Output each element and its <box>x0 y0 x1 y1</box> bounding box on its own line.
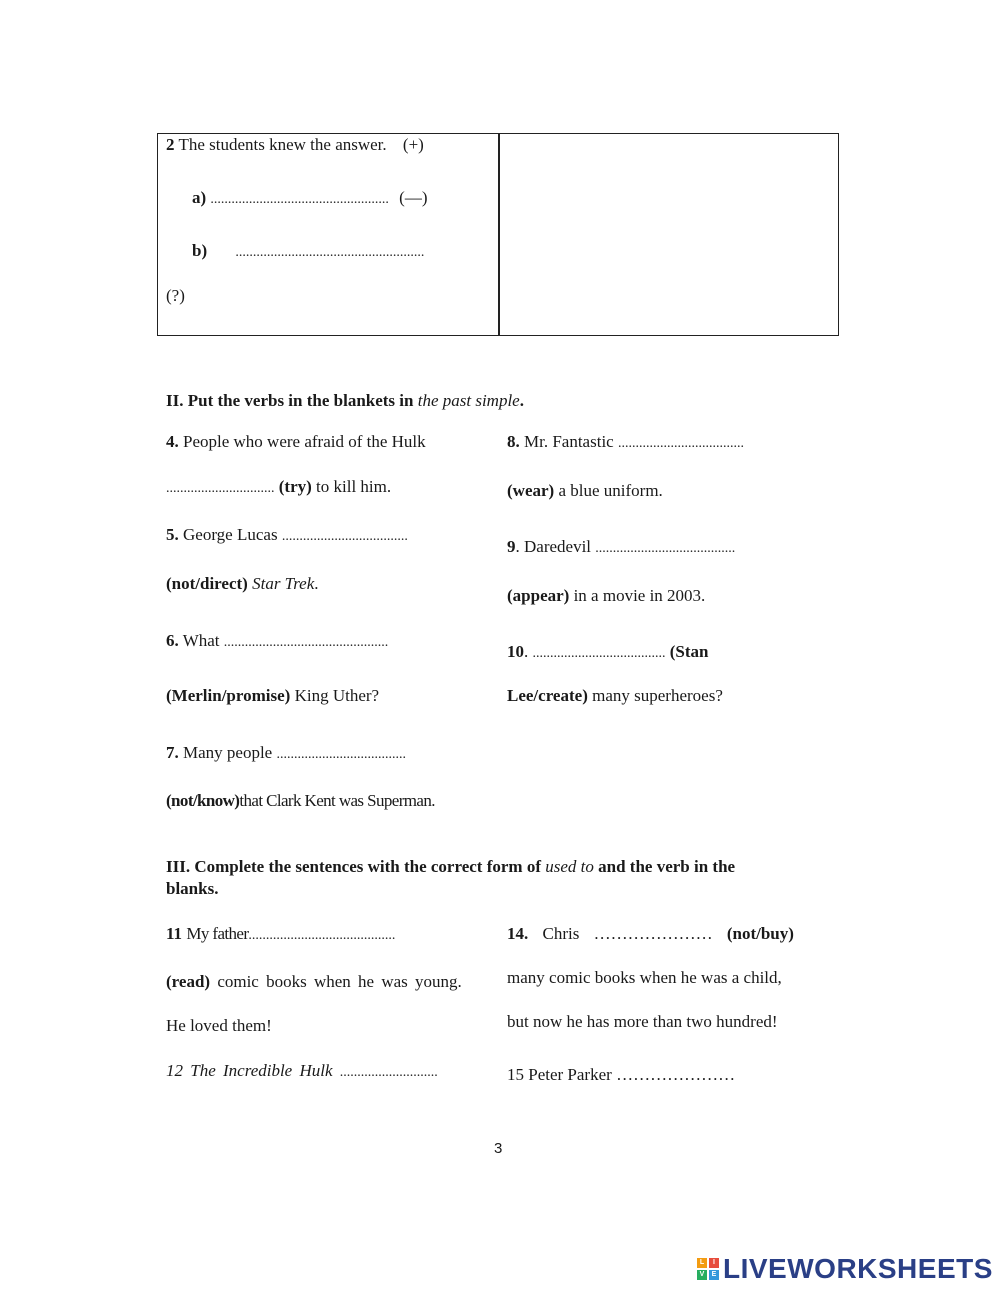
item-text: Mr. Fantastic <box>524 432 614 451</box>
item-text: . <box>524 642 529 661</box>
item-number: 4. <box>166 432 179 451</box>
item-text: in a movie in 2003. <box>573 586 706 605</box>
logo-text: LIVEWORKSHEETS <box>723 1253 993 1284</box>
heading-bold: and the verb in the <box>598 857 736 876</box>
item-number: 11 <box>166 924 183 943</box>
sign-question: (?) <box>166 286 185 305</box>
section-3-heading-line1 <box>166 857 735 877</box>
item-number: 7. <box>166 743 179 762</box>
item-text: My father <box>186 924 249 943</box>
item-10-line2 <box>507 686 723 706</box>
verb-hint: (not/know) <box>166 791 240 810</box>
answer-blank-8[interactable]: .................................... <box>617 436 744 451</box>
section-2-heading <box>166 391 524 411</box>
verb-hint: (not/direct) <box>166 574 248 593</box>
logo-block: L <box>697 1258 707 1268</box>
item-text: People who were afraid of the Hulk <box>183 432 426 451</box>
answer-blank-a[interactable]: ................................................... <box>210 192 389 207</box>
answer-blank-7[interactable]: ..................................... <box>276 747 406 762</box>
item-text: to kill him. <box>316 477 392 496</box>
answer-blank-15[interactable]: ………………… <box>616 1065 736 1084</box>
item-11-line2 <box>166 972 462 992</box>
item-10-line1 <box>507 642 708 662</box>
item-14-line3: but now he has more than two hundred! <box>507 1012 778 1031</box>
table-line-a <box>192 188 428 208</box>
sign-negative: (—) <box>399 188 428 207</box>
item-text: . <box>314 574 319 593</box>
answer-blank-4[interactable]: ............................... <box>166 481 275 496</box>
logo-block: I <box>709 1258 719 1268</box>
item-text: that Clark Kent was Superman. <box>239 791 435 810</box>
verb-hint: (appear) <box>507 586 570 605</box>
heading-italic: used to <box>545 857 594 876</box>
item-15-line1 <box>507 1065 735 1085</box>
verb-hint: (Merlin/promise) <box>166 686 291 705</box>
item-text: The Incredible Hulk <box>190 1061 333 1080</box>
line-a-label: a) <box>192 188 207 207</box>
item-number: 14. <box>507 924 529 943</box>
item-5-line2 <box>166 574 319 594</box>
verb-hint: (read) <box>166 972 211 991</box>
answer-blank-10[interactable]: ...................................... <box>532 646 666 661</box>
item-9-line2 <box>507 586 705 606</box>
item-text: George Lucas <box>183 525 278 544</box>
logo-block: V <box>697 1270 707 1280</box>
item-text: . Daredevil <box>515 537 592 556</box>
sign-positive: (+) <box>402 135 424 154</box>
line-b-label: b) <box>192 241 208 260</box>
item-6-line2 <box>166 686 379 706</box>
item-4-line1 <box>166 432 426 452</box>
liveworksheets-logo[interactable] <box>697 1254 993 1284</box>
page-number: 3 <box>494 1140 503 1157</box>
item-text: Many people <box>183 743 273 762</box>
answer-blank-14[interactable]: ………………… <box>593 924 713 943</box>
logo-block: E <box>709 1270 719 1280</box>
verb-hint: (not/buy) <box>726 924 794 943</box>
item-number: 15 <box>507 1065 524 1084</box>
item-7-line1 <box>166 743 406 763</box>
item-title: Star Trek <box>252 574 315 593</box>
item-8-line2 <box>507 481 663 501</box>
item-text: a blue uniform. <box>558 481 663 500</box>
heading-bold: III. Complete the sentences with the correct form of <box>166 857 541 876</box>
item-6-line1 <box>166 631 388 651</box>
item-14-line1 <box>507 924 794 944</box>
item-text: Chris <box>542 924 580 943</box>
item-9-line1 <box>507 537 735 557</box>
answer-blank-b[interactable]: ...................................................... <box>235 245 425 260</box>
table-item-2 <box>166 135 424 155</box>
verb-hint: (try) <box>278 477 312 496</box>
heading-end: . <box>519 391 524 410</box>
item-text: Peter Parker <box>528 1065 612 1084</box>
answer-blank-5[interactable]: .................................... <box>281 529 408 544</box>
item-number: 9 <box>507 537 516 556</box>
item-12-line1 <box>166 1061 438 1081</box>
verb-hint: (wear) <box>507 481 555 500</box>
table-divider <box>498 133 500 336</box>
answer-blank-9[interactable]: ........................................ <box>595 541 736 556</box>
item-number: 8. <box>507 432 520 451</box>
section-3-heading-line2: blanks. <box>166 879 219 898</box>
item-number: 5. <box>166 525 179 544</box>
item-text: many superheroes? <box>592 686 723 705</box>
verb-hint: (Stan <box>669 642 709 661</box>
item-7-line2 <box>166 791 435 811</box>
item-11-line1 <box>166 924 395 944</box>
item-4-line2 <box>166 477 391 497</box>
answer-blank-11[interactable]: .......................................... <box>248 928 396 943</box>
item-14-line2: many comic books when he was a child, <box>507 968 782 987</box>
heading-italic: the past simple <box>417 391 520 410</box>
heading-bold: II. Put the verbs in the blankets in <box>166 391 414 410</box>
item-number: 2 <box>166 135 175 154</box>
answer-blank-12[interactable]: ............................ <box>339 1065 438 1080</box>
item-11-line3: He loved them! <box>166 1016 272 1035</box>
item-5-line1 <box>166 525 408 545</box>
item-number: 6. <box>166 631 179 650</box>
table-line-b <box>192 241 424 261</box>
verb-hint: Lee/create) <box>507 686 588 705</box>
item-text: What <box>182 631 220 650</box>
logo-blocks-icon <box>697 1258 719 1280</box>
item-text: comic books when he was young. <box>217 972 462 991</box>
item-number: 12 <box>166 1061 183 1080</box>
answer-blank-6[interactable]: ............................................... <box>223 635 389 650</box>
item-number: 10 <box>507 642 524 661</box>
item-text: King Uther? <box>294 686 380 705</box>
item-8-line1 <box>507 432 744 452</box>
item-sentence: The students knew the answer. <box>178 135 387 154</box>
